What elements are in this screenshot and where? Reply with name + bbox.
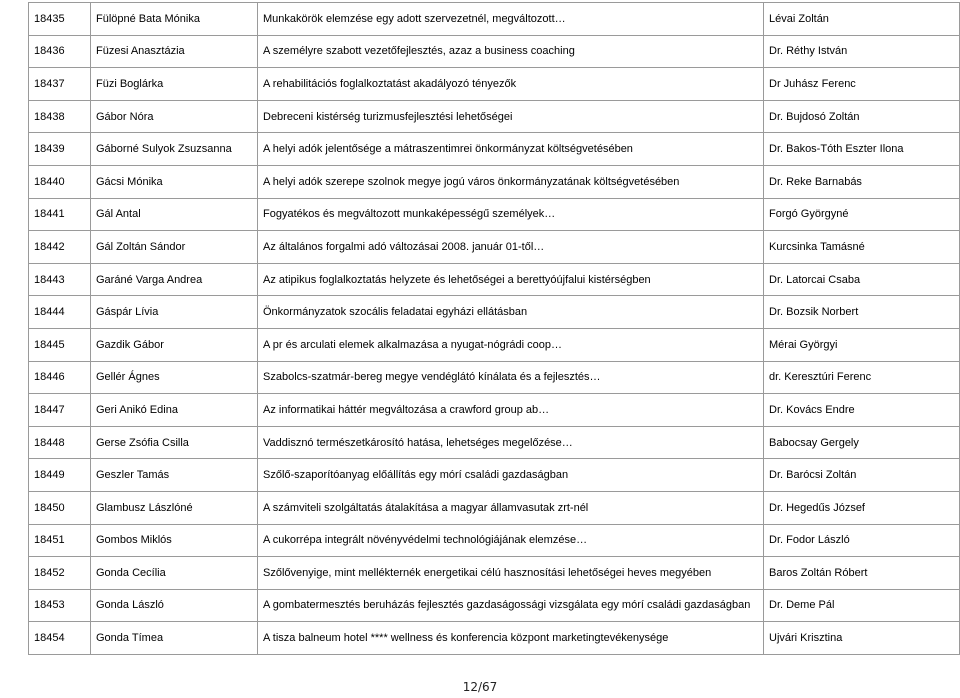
supervisor-name: Mérai Györgyi [764,328,960,361]
supervisor-name: Dr. Latorcai Csaba [764,263,960,296]
thesis-title: Szőlő-szaporítóanyag előállítás egy mórí családi gazdaságban [258,459,764,492]
table-row [29,361,960,394]
table-row [29,557,960,590]
student-name: Gál Antal [91,198,258,231]
thesis-title: Szabolcs-szatmár-bereg megye vendéglátó kínálata és a fejlesztés… [258,361,764,394]
student-name: Gácsi Mónika [91,165,258,198]
student-name: Fülöpné Bata Mónika [91,3,258,36]
supervisor-name: Dr Juhász Ferenc [764,68,960,101]
row-id: 18454 [29,622,91,655]
student-name: Gábor Nóra [91,100,258,133]
table-row [29,524,960,557]
table-row [29,426,960,459]
row-id: 18438 [29,100,91,133]
table-row [29,589,960,622]
row-id: 18453 [29,589,91,622]
table-row [29,491,960,524]
thesis-title: Az informatikai háttér megváltozása a crawford group ab… [258,394,764,427]
supervisor-name: Lévai Zoltán [764,3,960,36]
table-row [29,231,960,264]
row-id: 18439 [29,133,91,166]
table-row [29,394,960,427]
student-name: Gellér Ágnes [91,361,258,394]
table-row [29,35,960,68]
student-name: Geszler Tamás [91,459,258,492]
student-name: Gazdik Gábor [91,328,258,361]
table-row [29,459,960,492]
student-name: Gombos Miklós [91,524,258,557]
row-id: 18447 [29,394,91,427]
table-row [29,3,960,36]
supervisor-name: Dr. Bujdosó Zoltán [764,100,960,133]
row-id: 18448 [29,426,91,459]
row-id: 18445 [29,328,91,361]
thesis-title: Debreceni kistérség turizmusfejlesztési lehetőségei [258,100,764,133]
supervisor-name: Dr. Barócsi Zoltán [764,459,960,492]
row-id: 18442 [29,231,91,264]
student-name: Gonda Cecília [91,557,258,590]
row-id: 18449 [29,459,91,492]
thesis-table [28,2,960,655]
thesis-title: A személyre szabott vezetőfejlesztés, azaz a business coaching [258,35,764,68]
supervisor-name: Dr. Bakos-Tóth Eszter Ilona [764,133,960,166]
thesis-title: A helyi adók szerepe szolnok megye jogú város önkormányzatának költségvetésében [258,165,764,198]
table-row [29,198,960,231]
row-id: 18440 [29,165,91,198]
student-name: Geri Anikó Edina [91,394,258,427]
row-id: 18446 [29,361,91,394]
row-id: 18450 [29,491,91,524]
supervisor-name: Dr. Kovács Endre [764,394,960,427]
row-id: 18437 [29,68,91,101]
table-row [29,296,960,329]
table-row [29,133,960,166]
supervisor-name: Dr. Deme Pál [764,589,960,622]
student-name: Glambusz Lászlóné [91,491,258,524]
thesis-title: Munkakörök elemzése egy adott szervezetnél, megváltozott… [258,3,764,36]
table-row [29,263,960,296]
student-name: Gonda Tímea [91,622,258,655]
student-name: Gonda László [91,589,258,622]
student-name: Gerse Zsófia Csilla [91,426,258,459]
row-id: 18451 [29,524,91,557]
student-name: Garáné Varga Andrea [91,263,258,296]
supervisor-name: Dr. Bozsik Norbert [764,296,960,329]
table-row [29,622,960,655]
row-id: 18452 [29,557,91,590]
thesis-title: Szőlővenyige, mint mellékternék energetikai célú hasznosítási lehetőségei heves megyében [258,557,764,590]
page-number: 12/67 [462,680,498,694]
thesis-title: A tisza balneum hotel **** wellness és konferencia központ marketingtevékenysége [258,622,764,655]
thesis-title: A pr és arculati elemek alkalmazása a nyugat-nógrádi coop… [258,328,764,361]
thesis-title: A számviteli szolgáltatás átalakítása a magyar államvasutak zrt-nél [258,491,764,524]
supervisor-name: Forgó Györgyné [764,198,960,231]
student-name: Füzesi Anasztázia [91,35,258,68]
supervisor-name: Dr. Hegedűs József [764,491,960,524]
thesis-title: Önkormányzatok szocális feladatai egyházi ellátásban [258,296,764,329]
row-id: 18436 [29,35,91,68]
supervisor-name: Dr. Reke Barnabás [764,165,960,198]
supervisor-name: Ujvári Krisztina [764,622,960,655]
supervisor-name: Dr. Fodor László [764,524,960,557]
student-name: Gáspár Lívia [91,296,258,329]
supervisor-name: dr. Keresztúri Ferenc [764,361,960,394]
student-name: Gál Zoltán Sándor [91,231,258,264]
row-id: 18444 [29,296,91,329]
row-id: 18435 [29,3,91,36]
thesis-title: Az atipikus foglalkoztatás helyzete és lehetőségei a berettyóújfalui kistérségben [258,263,764,296]
student-name: Gáborné Sulyok Zsuzsanna [91,133,258,166]
thesis-title: A gombatermesztés beruházás fejlesztés gazdaságossági vizsgálata egy mórí családi gazdaságban [258,589,764,622]
thesis-title: A cukorrépa integrált növényvédelmi technológiájának elemzése… [258,524,764,557]
student-name: Füzi Boglárka [91,68,258,101]
table-row [29,328,960,361]
table-row [29,165,960,198]
thesis-title: A helyi adók jelentősége a mátraszentimrei önkormányzat költségvetésében [258,133,764,166]
supervisor-name: Baros Zoltán Róbert [764,557,960,590]
thesis-title: Vaddisznó természetkárosító hatása, lehetséges megelőzése… [258,426,764,459]
supervisor-name: Dr. Réthy István [764,35,960,68]
thesis-title: A rehabilitációs foglalkoztatást akadályozó tényezők [258,68,764,101]
supervisor-name: Kurcsinka Tamásné [764,231,960,264]
row-id: 18443 [29,263,91,296]
table-body [29,3,960,655]
table-row [29,68,960,101]
table-row [29,100,960,133]
thesis-title: Fogyatékos és megváltozott munkaképességű személyek… [258,198,764,231]
row-id: 18441 [29,198,91,231]
thesis-title: Az általános forgalmi adó változásai 2008. január 01-től… [258,231,764,264]
supervisor-name: Babocsay Gergely [764,426,960,459]
